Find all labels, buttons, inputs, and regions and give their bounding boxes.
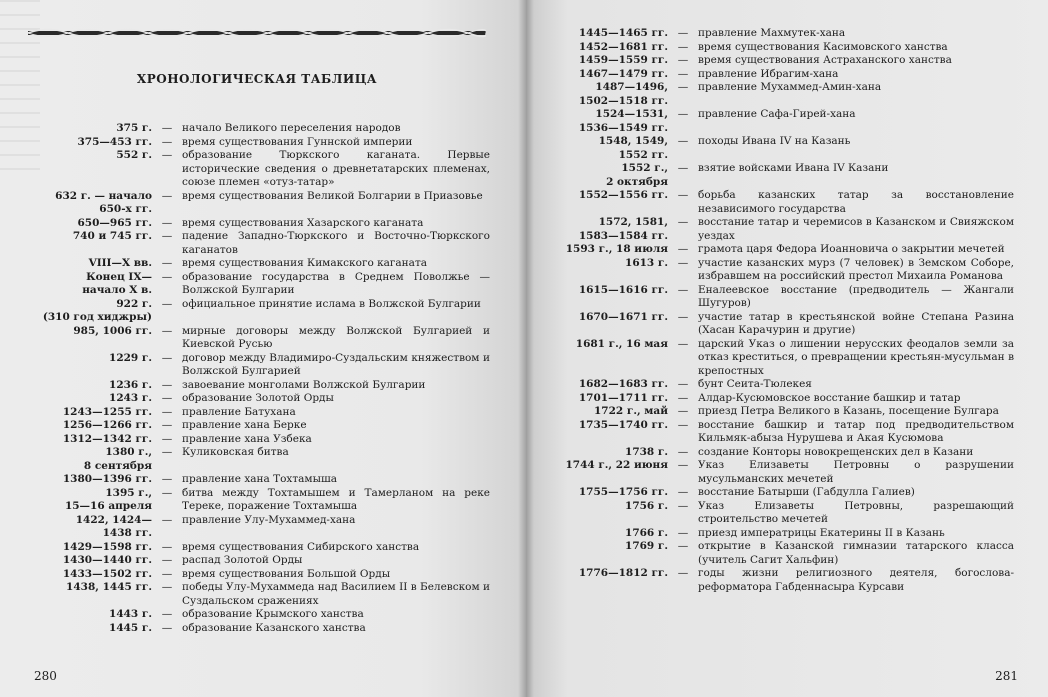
right-page bbox=[526, 0, 1048, 697]
entry-date: 632 г. — начало 650-х гг. bbox=[55, 189, 152, 215]
entry-date: 1445 г. bbox=[109, 621, 152, 634]
entry-description: походы Ивана IV на Казань bbox=[698, 135, 851, 147]
chronology-entry bbox=[552, 446, 1014, 460]
chronology-entry bbox=[28, 379, 490, 393]
entry-date: 1430—1440 гг. bbox=[62, 554, 152, 566]
entry-description: правление Махмутек-хана bbox=[698, 27, 846, 39]
entry-dash: — bbox=[677, 216, 689, 228]
entry-date: 1438, 1445 гг. bbox=[66, 581, 152, 593]
entry-date: 1236 г. bbox=[109, 378, 152, 391]
entry-dash: — bbox=[677, 67, 689, 80]
entry-description: образование Золотой Орды bbox=[182, 392, 334, 404]
page-number-right: 281 bbox=[995, 669, 1018, 683]
entry-date: VIII—X вв. bbox=[88, 257, 152, 269]
entry-description: битва между Тохтамышем и Тамерланом на реке Тереке, поражение Тохтамыша bbox=[182, 486, 490, 512]
entry-dash: — bbox=[161, 189, 173, 202]
entry-dash: — bbox=[677, 405, 689, 417]
entry-dash: — bbox=[677, 337, 689, 350]
chronology-list-right bbox=[552, 27, 1014, 594]
entry-description: время существования Хазарского каганата bbox=[182, 216, 424, 229]
chronology-entry bbox=[552, 135, 1014, 162]
chronology-entry bbox=[28, 271, 490, 298]
entry-date: 1312—1342 гг. bbox=[62, 432, 152, 445]
entry-date: 1459—1559 гг. bbox=[578, 54, 668, 66]
entry-dash: — bbox=[677, 486, 689, 498]
entry-dash: — bbox=[677, 391, 689, 404]
chronology-entry bbox=[28, 298, 490, 325]
entry-date: 1487—1496, 1502—1518 гг. bbox=[578, 81, 668, 107]
entry-date: 1552 г., 2 октября bbox=[606, 162, 668, 188]
chronology-entry bbox=[28, 230, 490, 257]
entry-date: 1735—1740 гг. bbox=[578, 418, 668, 431]
entry-dash: — bbox=[161, 351, 173, 364]
entry-date: 1380 г., 8 сентября bbox=[83, 446, 152, 472]
chronology-entry bbox=[552, 527, 1014, 541]
chronology-entry bbox=[28, 622, 490, 636]
entry-date: 1552—1556 гг. bbox=[578, 189, 668, 201]
chronology-entry bbox=[552, 54, 1014, 68]
entry-date: 922 г. (310 год хиджры) bbox=[42, 297, 152, 323]
chronology-entry bbox=[28, 352, 490, 379]
entry-description: договор между Владимиро-Суздальским княжеством и Волжской Булгарией bbox=[182, 351, 490, 377]
entry-date: 1572, 1581, 1583—1584 гг. bbox=[578, 216, 668, 242]
entry-description: бунт Сеита-Тюлекея bbox=[698, 378, 812, 390]
chronology-entry bbox=[28, 149, 490, 190]
entry-date: 1243—1255 гг. bbox=[62, 405, 152, 418]
chronology-entry bbox=[552, 68, 1014, 82]
entry-description: официальное принятие ислама в Волжской Булгарии bbox=[182, 297, 481, 310]
entry-date: 1776—1812 гг. bbox=[578, 567, 668, 579]
entry-description: начало Великого переселения народов bbox=[182, 122, 401, 134]
entry-dash: — bbox=[161, 405, 173, 418]
entry-description: время существования Сибирского ханства bbox=[182, 540, 420, 553]
chronology-entry bbox=[28, 473, 490, 487]
chronology-entry bbox=[552, 27, 1014, 41]
entry-dash: — bbox=[677, 54, 689, 66]
entry-description: годы жизни религиозного деятеля, богослова-реформатора Габденнасыра Курсави bbox=[698, 567, 1014, 593]
chronology-entry bbox=[28, 122, 490, 136]
entry-dash: — bbox=[677, 445, 689, 458]
entry-dash: — bbox=[161, 621, 173, 634]
entry-description: распад Золотой Орды bbox=[182, 554, 303, 566]
chronology-entry bbox=[552, 540, 1014, 567]
chronology-list-left bbox=[28, 122, 490, 635]
entry-description: правление Ибрагим-хана bbox=[698, 67, 839, 80]
chronology-entry bbox=[552, 486, 1014, 500]
page-title: ХРОНОЛОГИЧЕСКАЯ ТАБЛИЦА bbox=[136, 72, 378, 86]
chronology-entry bbox=[552, 378, 1014, 392]
entry-date: 985, 1006 гг. bbox=[73, 324, 152, 337]
entry-description: царский Указ о лишении нерусских феодалов земли за отказ креститься, о превращении крестьян-мусульман в крепостных bbox=[698, 337, 1014, 377]
entry-description: участие казанских мурз (7 человек) в Земском Соборе, избравшем на российский престол Михаила Романова bbox=[698, 256, 1014, 282]
chronology-entry bbox=[552, 216, 1014, 243]
entry-description: падение Западно-Тюркского и Восточно-Тюркского каганатов bbox=[182, 230, 490, 256]
entry-date: 1422, 1424— 1438 гг. bbox=[75, 513, 152, 539]
entry-description: восстание Батырши (Габдулла Галиев) bbox=[698, 486, 915, 498]
entry-date: 1452—1681 гг. bbox=[578, 40, 668, 53]
entry-description: время существования Великой Болгарии в Приазовье bbox=[182, 189, 483, 202]
entry-description: образование государства в Среднем Поволжье — Волжской Булгарии bbox=[182, 270, 490, 296]
entry-dash: — bbox=[161, 392, 173, 404]
chronology-entry bbox=[552, 284, 1014, 311]
entry-date: 1524—1531, 1536—1549 гг. bbox=[578, 108, 668, 134]
chronology-entry bbox=[552, 419, 1014, 446]
chronology-entry bbox=[28, 190, 490, 217]
chronology-entry bbox=[28, 325, 490, 352]
chronology-entry bbox=[28, 433, 490, 447]
chronology-entry bbox=[28, 541, 490, 555]
chronology-entry bbox=[552, 243, 1014, 257]
entry-date: 552 г. bbox=[116, 149, 152, 161]
entry-description: правление Улу-Мухаммед-хана bbox=[182, 513, 356, 526]
chronology-entry bbox=[28, 446, 490, 473]
entry-description: время существования Астраханского ханства bbox=[698, 54, 952, 66]
entry-dash: — bbox=[677, 540, 689, 552]
entry-dash: — bbox=[161, 297, 173, 310]
chronology-entry bbox=[28, 514, 490, 541]
chronology-entry bbox=[28, 608, 490, 622]
entry-dash: — bbox=[161, 216, 173, 229]
entry-dash: — bbox=[677, 378, 689, 390]
entry-description: взятие войсками Ивана IV Казани bbox=[698, 162, 889, 174]
entry-description: правление хана Узбека bbox=[182, 432, 312, 445]
entry-date: 1593 г., 18 июля bbox=[565, 243, 668, 255]
entry-description: Еналеевское восстание (предводитель — Жангали Шугуров) bbox=[698, 283, 1014, 309]
entry-date: 1670—1671 гг. bbox=[578, 310, 668, 323]
entry-description: приезд Петра Великого в Казань, посещение Булгара bbox=[698, 405, 999, 417]
entry-description: правление хана Берке bbox=[182, 419, 307, 431]
entry-dash: — bbox=[161, 149, 173, 161]
entry-date: 1701—1711 гг. bbox=[578, 391, 668, 404]
chronology-entry bbox=[552, 81, 1014, 108]
chronology-entry bbox=[552, 338, 1014, 379]
entry-date: 1548, 1549, 1552 гг. bbox=[598, 135, 668, 161]
entry-date: Конец IX— начало X в. bbox=[82, 270, 152, 296]
entry-date: 1429—1598 гг. bbox=[62, 540, 152, 553]
chronology-entry bbox=[28, 568, 490, 582]
entry-dash: — bbox=[161, 257, 173, 269]
chronology-entry bbox=[552, 162, 1014, 189]
entry-dash: — bbox=[161, 540, 173, 553]
entry-date: 1744 г., 22 июня bbox=[565, 459, 668, 471]
chronology-entry bbox=[28, 487, 490, 514]
entry-dash: — bbox=[161, 473, 173, 485]
entry-date: 1769 г. bbox=[625, 540, 668, 552]
entry-dash: — bbox=[677, 40, 689, 53]
entry-description: победы Улу-Мухаммеда над Василием II в Белевском и Суздальском сражениях bbox=[182, 581, 490, 607]
entry-dash: — bbox=[677, 526, 689, 539]
entry-date: 740 и 745 гг. bbox=[72, 230, 152, 242]
entry-date: 1682—1683 гг. bbox=[578, 378, 668, 390]
chronology-entry bbox=[552, 567, 1014, 594]
entry-description: восстание татар и черемисов в Казанском и Свияжском уездах bbox=[698, 216, 1014, 242]
entry-description: грамота царя Федора Иоанновича о закрытии мечетей bbox=[698, 243, 1005, 255]
entry-date: 1243 г. bbox=[109, 392, 152, 404]
entry-date: 1395 г., 15—16 апреля bbox=[64, 486, 152, 512]
entry-date: 375—453 гг. bbox=[77, 135, 152, 148]
ornament-divider-icon bbox=[28, 26, 486, 40]
chronology-entry bbox=[552, 108, 1014, 135]
entry-dash: — bbox=[161, 486, 173, 499]
entry-date: 1229 г. bbox=[109, 351, 152, 364]
entry-dash: — bbox=[677, 459, 689, 471]
chronology-entry bbox=[552, 41, 1014, 55]
chronology-entry bbox=[28, 257, 490, 271]
entry-description: образование Крымского ханства bbox=[182, 608, 364, 620]
chronology-entry bbox=[552, 311, 1014, 338]
entry-dash: — bbox=[677, 567, 689, 579]
entry-description: участие татар в крестьянской войне Степана Разина (Хасан Карачурин и другие) bbox=[698, 310, 1014, 336]
entry-description: Куликовская битва bbox=[182, 446, 289, 458]
chronology-entry bbox=[28, 419, 490, 433]
entry-description: время существования Кимакского каганата bbox=[182, 257, 428, 269]
entry-description: Указ Елизаветы Петровны о разрушении мусульманских мечетей bbox=[698, 459, 1014, 485]
chronology-entry bbox=[28, 136, 490, 150]
entry-dash: — bbox=[677, 310, 689, 323]
entry-date: 1380—1396 гг. bbox=[62, 473, 152, 485]
entry-dash: — bbox=[677, 27, 689, 39]
entry-description: борьба казанских татар за восстановление независимого государства bbox=[698, 189, 1014, 215]
entry-description: правление Сафа-Гирей-хана bbox=[698, 108, 856, 120]
entry-date: 1433—1502 гг. bbox=[62, 567, 152, 580]
entry-date: 1467—1479 гг. bbox=[578, 67, 668, 80]
entry-dash: — bbox=[677, 189, 689, 201]
entry-dash: — bbox=[161, 554, 173, 566]
entry-date: 1443 г. bbox=[109, 608, 152, 620]
entry-dash: — bbox=[161, 432, 173, 445]
entry-date: 1613 г. bbox=[625, 256, 668, 269]
entry-dash: — bbox=[161, 230, 173, 242]
entry-dash: — bbox=[161, 378, 173, 391]
entry-description: время существования Касимовского ханства bbox=[698, 40, 948, 53]
entry-dash: — bbox=[161, 581, 173, 593]
book-gutter-shadow bbox=[518, 0, 534, 697]
entry-dash: — bbox=[161, 135, 173, 148]
entry-dash: — bbox=[161, 270, 173, 283]
entry-dash: — bbox=[677, 283, 689, 296]
entry-dash: — bbox=[677, 162, 689, 174]
entry-date: 1755—1756 гг. bbox=[578, 486, 668, 498]
entry-date: 1756 г. bbox=[625, 499, 668, 512]
entry-description: Алдар-Кусюмовское восстание башкир и татар bbox=[698, 391, 961, 404]
entry-description: завоевание монголами Волжской Булгарии bbox=[182, 378, 426, 391]
entry-dash: — bbox=[161, 122, 173, 134]
entry-date: 650—965 гг. bbox=[77, 216, 152, 229]
entry-description: мирные договоры между Волжской Булгарией и Киевской Русью bbox=[182, 324, 490, 350]
entry-description: время существования Большой Орды bbox=[182, 567, 391, 580]
entry-description: правление хана Тохтамыша bbox=[182, 473, 337, 485]
entry-description: приезд императрицы Екатерины II в Казань bbox=[698, 526, 945, 539]
chronology-entry bbox=[28, 217, 490, 231]
entry-description: образование Тюркского каганата. Первые исторические сведения о древнетатарских племенах, союзе племен «отуз-татар» bbox=[182, 149, 490, 188]
entry-date: 1256—1266 гг. bbox=[62, 419, 152, 431]
chronology-entry bbox=[28, 554, 490, 568]
entry-dash: — bbox=[161, 324, 173, 337]
entry-description: Указ Елизаветы Петровны, разрешающий строительство мечетей bbox=[698, 499, 1014, 525]
entry-dash: — bbox=[161, 419, 173, 431]
chronology-entry bbox=[28, 392, 490, 406]
entry-dash: — bbox=[677, 243, 689, 255]
entry-dash: — bbox=[677, 418, 689, 431]
entry-dash: — bbox=[161, 513, 173, 526]
entry-date: 1722 г., май bbox=[594, 405, 668, 417]
chronology-entry bbox=[28, 581, 490, 608]
entry-dash: — bbox=[677, 499, 689, 512]
entry-date: 1445—1465 гг. bbox=[578, 27, 668, 39]
entry-date: 1615—1616 гг. bbox=[578, 283, 668, 296]
chronology-entry bbox=[552, 405, 1014, 419]
entry-description: правление Батухана bbox=[182, 405, 296, 418]
chronology-entry bbox=[552, 257, 1014, 284]
entry-dash: — bbox=[677, 108, 689, 120]
entry-description: восстание башкир и татар под предводительством Кильмяк-абыза Нурушева и Акая Кусюмова bbox=[698, 418, 1014, 444]
chronology-entry bbox=[552, 189, 1014, 216]
entry-date: 375 г. bbox=[116, 122, 152, 134]
entry-dash: — bbox=[161, 608, 173, 620]
entry-date: 1681 г., 16 мая bbox=[575, 337, 668, 350]
chronology-entry bbox=[28, 406, 490, 420]
entry-description: время существования Гуннской империи bbox=[182, 135, 413, 148]
entry-dash: — bbox=[161, 446, 173, 458]
entry-description: образование Казанского ханства bbox=[182, 621, 366, 634]
chronology-entry bbox=[552, 500, 1014, 527]
entry-date: 1766 г. bbox=[625, 526, 668, 539]
entry-description: открытие в Казанской гимназии татарского класса (учитель Сагит Хальфин) bbox=[698, 540, 1014, 566]
chronology-entry bbox=[552, 392, 1014, 406]
entry-dash: — bbox=[161, 567, 173, 580]
entry-dash: — bbox=[677, 135, 689, 147]
entry-dash: — bbox=[677, 81, 689, 93]
entry-dash: — bbox=[677, 256, 689, 269]
chronology-entry bbox=[552, 459, 1014, 486]
entry-description: создание Конторы новокрещенских дел в Казани bbox=[698, 445, 974, 458]
page-number-left: 280 bbox=[34, 669, 57, 683]
entry-date: 1738 г. bbox=[625, 445, 668, 458]
entry-description: правление Мухаммед-Амин-хана bbox=[698, 81, 882, 93]
